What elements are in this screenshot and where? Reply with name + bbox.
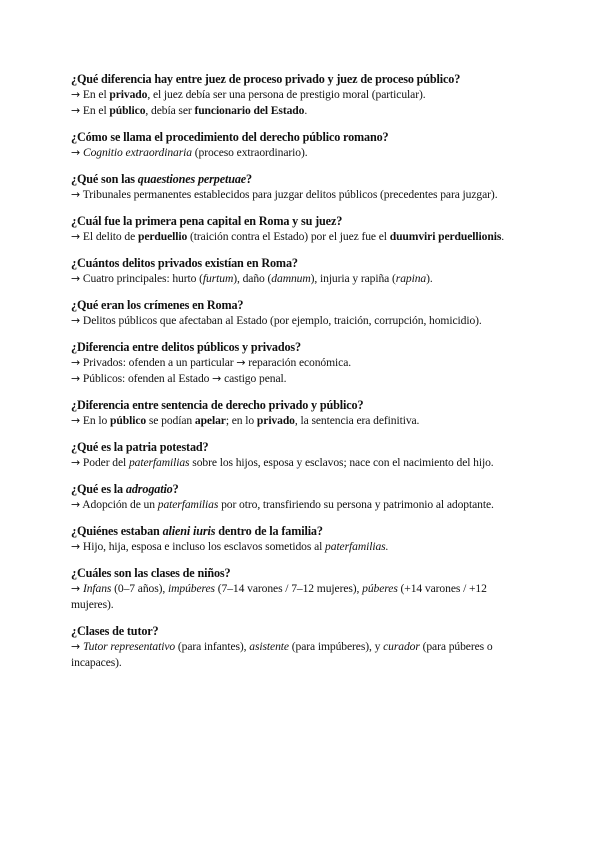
- answer: [71, 229, 529, 245]
- question: [71, 171, 529, 187]
- text-run: Cuatro principales: hurto (: [80, 272, 203, 285]
- qa-block: [71, 339, 529, 387]
- answer: [71, 413, 529, 429]
- text-run: Hijo, hija, esposa e incluso los esclavos sometidos al: [80, 540, 326, 553]
- text-run: En el: [80, 88, 110, 101]
- text-run: Públicos: ofenden al Estado: [80, 372, 213, 385]
- qa-block: [71, 171, 529, 203]
- text-run: por otro, transfiriendo su persona y patrimonio al adoptante.: [218, 498, 494, 511]
- text-run: , el juez debía ser una persona de prestigio moral (particular).: [147, 88, 426, 101]
- text-run: se podían: [146, 414, 195, 427]
- text-run: ), daño (: [233, 272, 272, 285]
- arrow-icon: →: [71, 372, 81, 385]
- text-run: ¿Qué es la: [71, 482, 126, 496]
- qa-block: [71, 565, 529, 613]
- text-run: En lo: [80, 414, 111, 427]
- text-run: Infans: [82, 582, 112, 595]
- answer: [71, 455, 529, 471]
- text-run: perduellio: [137, 230, 188, 243]
- text-run: reparación económica.: [245, 356, 352, 369]
- text-run: privado: [109, 88, 148, 101]
- answer: [71, 581, 529, 613]
- text-run: .: [304, 104, 308, 117]
- qa-block: [71, 213, 529, 245]
- arrow-icon: →: [71, 104, 81, 117]
- qa-block: [71, 523, 529, 555]
- answer: [71, 639, 529, 671]
- text-run: sobre los hijos, esposa y esclavos; nace con el nacimiento del hijo.: [189, 456, 494, 469]
- text-run: castigo penal.: [221, 372, 287, 385]
- text-run: , debía ser: [145, 104, 195, 117]
- arrow-icon: →: [71, 146, 81, 159]
- question: ¿Clases de tutor?: [71, 624, 159, 638]
- text-run: ¿Quiénes estaban: [71, 524, 163, 538]
- arrow-icon: →: [71, 414, 81, 427]
- answer: [71, 355, 529, 371]
- text-run: ), injuria y rapiña (: [310, 272, 396, 285]
- question: ¿Qué es la patria potestad?: [71, 440, 209, 454]
- answer: [71, 271, 529, 287]
- qa-block: [71, 297, 529, 329]
- text-run: adrogatio: [125, 482, 173, 496]
- text-run: (0–7 años),: [111, 582, 168, 595]
- text-run: (7–14 varones / 7–12 mujeres),: [214, 582, 363, 595]
- arrow-icon: →: [236, 356, 246, 369]
- text-run: (traición contra el Estado) por el juez fue el: [187, 230, 390, 243]
- text-run: (para infantes),: [175, 640, 250, 653]
- qa-block: [71, 129, 529, 161]
- text-run: apelar: [194, 414, 226, 427]
- arrow-icon: →: [71, 356, 81, 369]
- text-run: Delitos públicos que afectaban al Estado (por ejemplo, traición, corrupción, homicidio).: [80, 314, 482, 327]
- text-run: público: [110, 414, 147, 427]
- text-run: Cognitio extraordinaria: [82, 146, 192, 159]
- text-run: impúberes: [168, 582, 215, 595]
- question: ¿Qué diferencia hay entre juez de proceso privado y juez de proceso público?: [71, 72, 461, 86]
- answer: [71, 87, 529, 103]
- text-run: (proceso extraordinario).: [191, 146, 308, 159]
- text-run: paterfamilias.: [325, 540, 389, 553]
- text-run: dentro de la familia?: [215, 524, 323, 538]
- text-run: ; en lo: [225, 414, 257, 427]
- arrow-icon: →: [71, 456, 81, 469]
- text-run: público: [109, 104, 146, 117]
- qa-block: [71, 71, 529, 119]
- qa-block: [71, 255, 529, 287]
- text-run: Adopción de un: [80, 498, 158, 511]
- arrow-icon: →: [71, 230, 81, 243]
- text-run: privado: [256, 414, 295, 427]
- arrow-icon: →: [71, 582, 81, 595]
- text-run: Tribunales permanentes establecidos para juzgar delitos públicos (precedentes para juzgar).: [80, 188, 498, 201]
- text-run: Tutor representativo: [82, 640, 176, 653]
- question: ¿Cuál fue la primera pena capital en Roma y su juez?: [71, 214, 343, 228]
- text-run: El delito de: [80, 230, 138, 243]
- answer: [71, 145, 529, 161]
- text-run: damnum: [271, 272, 311, 285]
- qa-block: [71, 397, 529, 429]
- arrow-icon: →: [71, 272, 81, 285]
- qa-block: [71, 623, 529, 671]
- text-run: quaestiones perpetuae: [137, 172, 247, 186]
- arrow-icon: →: [71, 498, 81, 511]
- question: ¿Diferencia entre sentencia de derecho privado y público?: [71, 398, 364, 412]
- qa-block: [71, 439, 529, 471]
- arrow-icon: →: [71, 88, 81, 101]
- text-run: (para púberes o incapaces).: [71, 640, 493, 669]
- text-run: ?: [246, 172, 252, 186]
- text-run: púberes: [362, 582, 398, 595]
- text-run: (+14 varones / +12 mujeres).: [71, 582, 487, 611]
- arrow-icon: →: [212, 372, 222, 385]
- question: ¿Qué eran los crímenes en Roma?: [71, 298, 244, 312]
- answer: [71, 371, 529, 387]
- text-run: rapina: [395, 272, 427, 285]
- text-run: asistente: [249, 640, 289, 653]
- arrow-icon: →: [71, 188, 81, 201]
- text-run: Privados: ofenden a un particular: [80, 356, 237, 369]
- qa-block: [71, 481, 529, 513]
- text-run: funcionario del Estado: [194, 104, 305, 117]
- text-run: alieni iuris: [162, 524, 216, 538]
- text-run: .: [501, 230, 505, 243]
- text-run: (para impúberes), y: [288, 640, 384, 653]
- question: [71, 481, 529, 497]
- question: [71, 523, 529, 539]
- text-run: En el: [80, 104, 110, 117]
- arrow-icon: →: [71, 314, 81, 327]
- text-run: curador: [383, 640, 420, 653]
- answer: [71, 187, 529, 203]
- text-run: , la sentencia era definitiva.: [294, 414, 420, 427]
- arrow-icon: →: [71, 540, 81, 553]
- question: ¿Cómo se llama el procedimiento del derecho público romano?: [71, 130, 389, 144]
- answer: [71, 103, 529, 119]
- question: ¿Cuáles son las clases de niños?: [71, 566, 231, 580]
- text-run: ¿Qué son las: [71, 172, 138, 186]
- answer: [71, 497, 529, 513]
- answer: [71, 539, 529, 555]
- text-run: ?: [172, 482, 179, 496]
- text-run: Poder del: [80, 456, 129, 469]
- answer: [71, 313, 529, 329]
- text-run: paterfamilias: [157, 498, 219, 511]
- text-run: ).: [426, 272, 433, 285]
- text-run: paterfamilias: [128, 456, 190, 469]
- question: ¿Diferencia entre delitos públicos y privados?: [71, 340, 301, 354]
- arrow-icon: →: [71, 640, 81, 653]
- text-run: furtum: [202, 272, 234, 285]
- text-run: duumviri perduellionis: [389, 230, 502, 243]
- question: ¿Cuántos delitos privados existían en Roma?: [71, 256, 298, 270]
